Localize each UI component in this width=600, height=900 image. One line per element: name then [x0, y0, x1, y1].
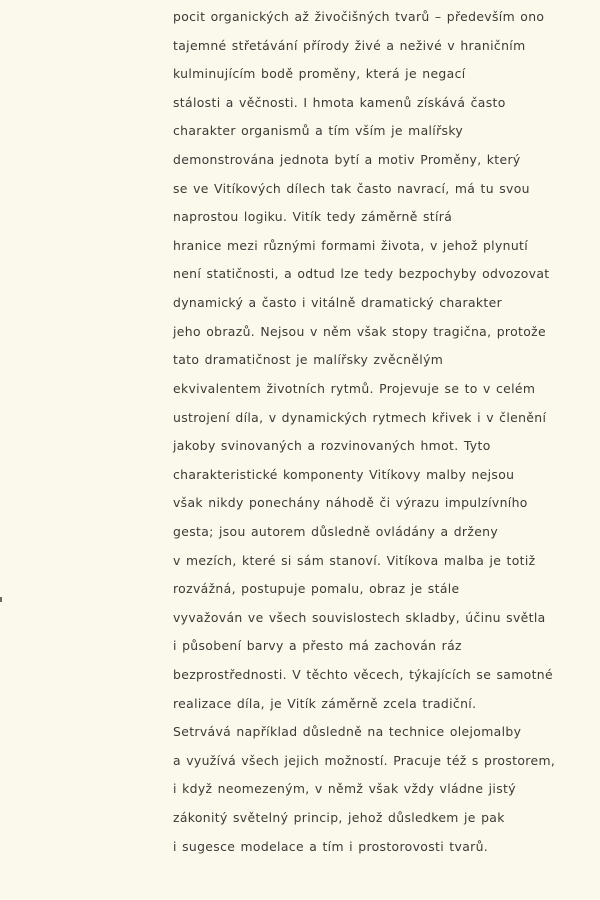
text-line: vyvažován ve všech souvislostech skladby, účinu světla	[173, 609, 546, 625]
text-line: tajemné střetávání přírody živé a neživé v hraničním	[173, 37, 526, 53]
text-line: charakteristické komponenty Vitíkovy malby nejsou	[173, 466, 515, 482]
text-line: realizace díla, je Vitík záměrně zcela tradiční.	[173, 695, 477, 711]
text-line: kulminujícím bodě proměny, která je negací	[173, 66, 466, 82]
text-line: jakoby svinovaných a rozvinovaných hmot. Tyto	[173, 438, 491, 454]
body-text	[173, 3, 573, 861]
text-line: naprostou logiku. Vitík tedy záměrně stírá	[173, 209, 453, 225]
text-line: ekvivalentem životních rytmů. Projevuje se to v celém	[173, 380, 536, 396]
page-edge-mark	[0, 597, 2, 602]
text-line: jeho obrazů. Nejsou v něm však stopy tragična, protože	[173, 323, 546, 339]
text-line: pocit organických až živočišných tvarů – především ono	[173, 9, 545, 24]
text-line: však nikdy ponechány náhodě či výrazu impulzívního	[173, 495, 528, 511]
text-line: demonstrována jednota bytí a motiv Proměny, který	[173, 152, 521, 168]
text-line: rozvážná, postupuje pomalu, obraz je stále	[173, 581, 460, 597]
text-line: bezprostřednosti. V těchto věcech, týkajících se samotné	[173, 667, 553, 683]
text-line: není statičnosti, a odtud lze tedy bezpochyby odvozovat	[173, 266, 550, 282]
text-line: dynamický a často i vitálně dramatický charakter	[173, 295, 503, 311]
text-line: hranice mezi různými formami života, v jehož plynutí	[173, 237, 529, 253]
text-line: gesta; jsou autorem důsledně ovládány a drženy	[173, 523, 499, 539]
text-line: stálosti a věčnosti. I hmota kamenů získává často	[173, 94, 506, 110]
text-line: Setrvává například důsledně na technice olejomalby	[173, 724, 522, 740]
text-line: i působení barvy a přesto má zachován ráz	[173, 638, 462, 654]
text-line: a využívá všech jejich možností. Pracuje též s prostorem,	[173, 752, 556, 768]
text-line: zákonitý světelný princip, jehož důsledkem je pak	[173, 810, 505, 826]
text-line: i sugesce modelace a tím i prostorovosti tvarů.	[173, 838, 489, 854]
text-line: v mezích, které si sám stanoví. Vitíkova malba je totiž	[173, 552, 536, 568]
text-line: i když neomezeným, v němž však vždy vládne jistý	[173, 781, 516, 797]
text-line: tato dramatičnost je malířsky zvěcnělým	[173, 352, 444, 368]
text-line: ustrojení díla, v dynamických rytmech křivek i v členění	[173, 409, 547, 425]
text-line: se ve Vitíkových dílech tak často navrací, má tu svou	[173, 180, 530, 196]
text-line: charakter organismů a tím vším je malířsky	[173, 123, 464, 139]
